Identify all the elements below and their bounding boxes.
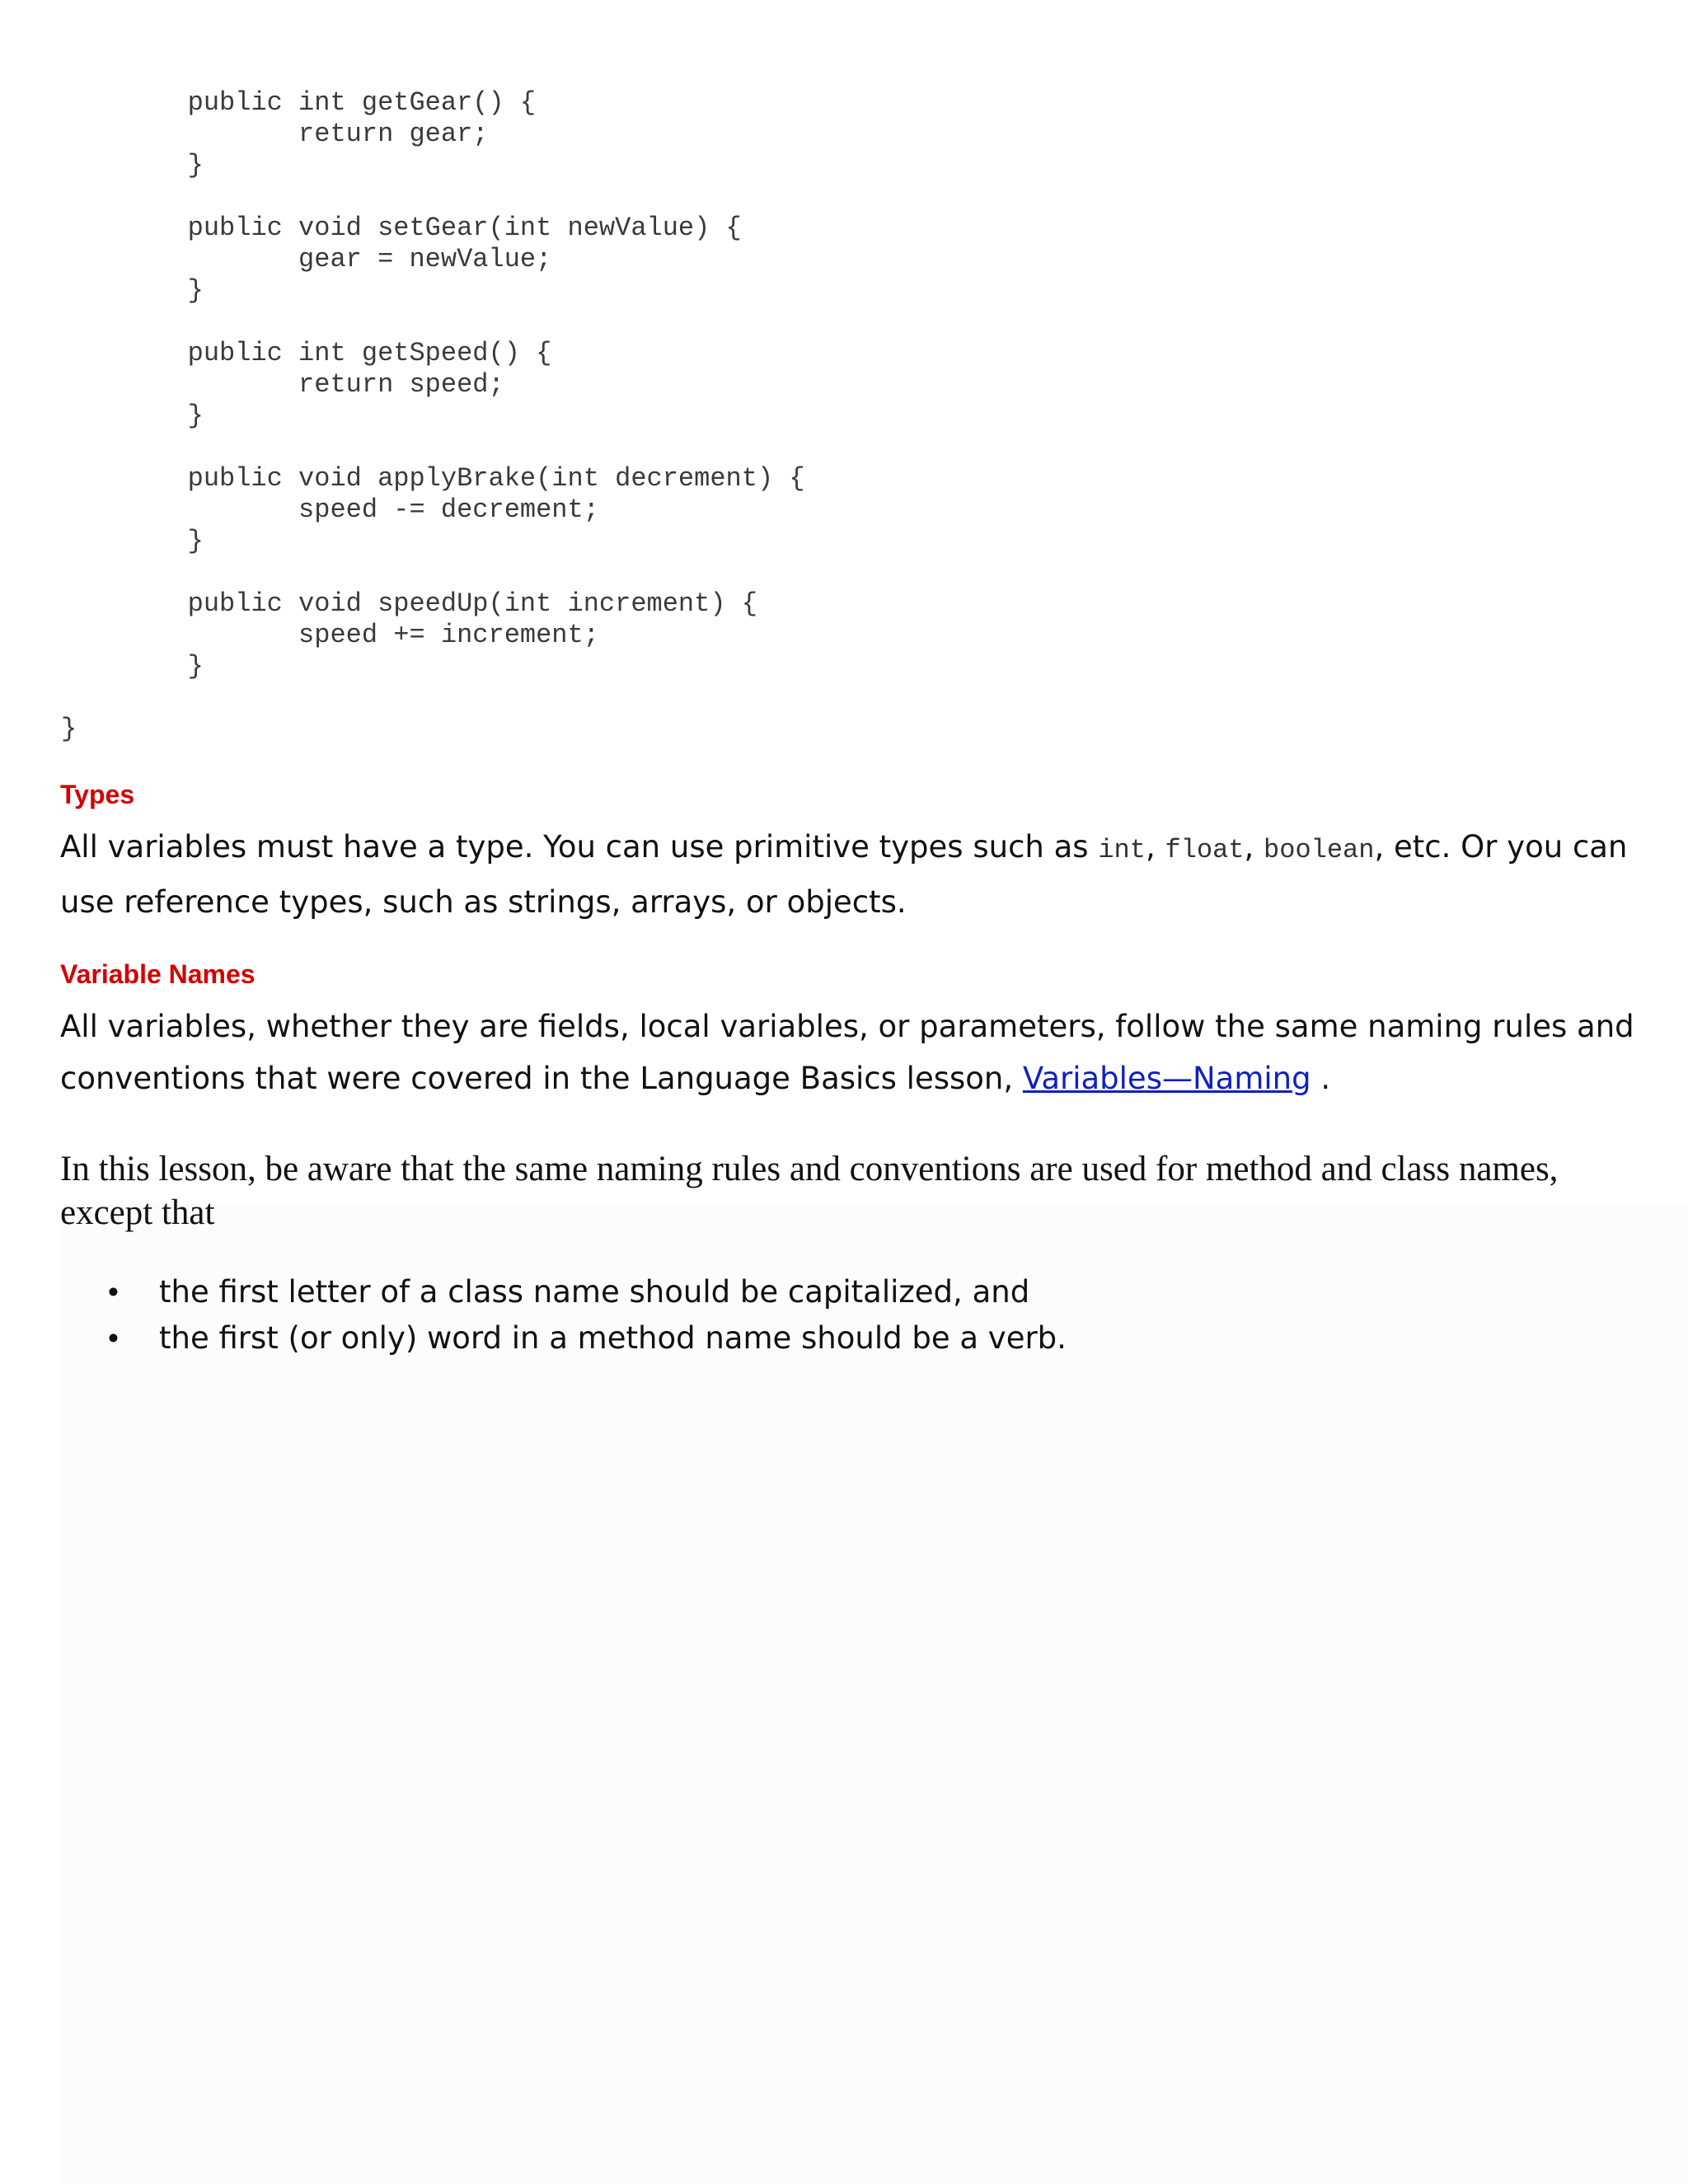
types-text-after: , etc. Or you can use reference types, such as strings, arrays, or objects. (60, 829, 1628, 920)
code-int: int (1098, 835, 1146, 865)
code-line: public void applyBrake(int decrement) { (61, 463, 805, 494)
code-line: public void speedUp(int increment) { (61, 588, 757, 619)
variable-names-heading: Variable Names (60, 959, 256, 989)
code-block (61, 87, 805, 745)
code-line: public void setGear(int newValue) { (61, 213, 742, 243)
list-item (60, 1269, 1067, 1315)
bullet-marker: • (108, 1321, 119, 1355)
lesson-note-paragraph: In this lesson, be aware that the same naming rules and conventions are used for method and class names, except that (60, 1150, 1559, 1232)
variables-naming-link[interactable]: Variables—Naming (1022, 1061, 1311, 1096)
code-line: gear = newValue; (61, 244, 552, 274)
code-line: } (61, 401, 204, 431)
variable-names-text-before: All variables, whether they are fields, local variables, or parameters, follow the same naming rules and conventions that were covered in the Language Basics lesson, (60, 1009, 1634, 1096)
code-line: } (61, 651, 204, 682)
code-line: } (61, 714, 77, 744)
variable-names-text-after: . (1311, 1061, 1331, 1096)
code-line: } (61, 526, 204, 556)
code-line: } (61, 150, 204, 180)
code-float: float (1165, 835, 1245, 865)
code-line (61, 682, 805, 714)
list-item-text: the first letter of a class name should be capitalized, and (159, 1274, 1030, 1310)
code-line: public int getGear() { (61, 87, 537, 118)
code-line (61, 181, 805, 213)
code-line (61, 557, 805, 588)
code-line: return speed; (61, 369, 504, 400)
code-line (61, 432, 805, 463)
types-heading: Types (60, 780, 135, 809)
list-item-text: the first (or only) word in a method name should be a verb. (159, 1320, 1067, 1356)
code-line: speed += increment; (61, 620, 599, 650)
code-line (61, 307, 805, 338)
types-sep1: , (1145, 829, 1165, 865)
code-line: return gear; (61, 119, 489, 149)
naming-exceptions-list (60, 1269, 1067, 1361)
types-sep2: , (1244, 829, 1264, 865)
bullet-marker: • (108, 1275, 119, 1309)
code-boolean: boolean (1264, 835, 1375, 865)
code-line: public int getSpeed() { (61, 338, 552, 368)
types-paragraph (60, 821, 1643, 928)
list-item (60, 1315, 1067, 1361)
code-line: } (61, 275, 204, 306)
types-text-before: All variables must have a type. You can use primitive types such as (60, 829, 1099, 865)
code-line: speed -= decrement; (61, 494, 599, 525)
variable-names-paragraph (60, 1001, 1643, 1104)
